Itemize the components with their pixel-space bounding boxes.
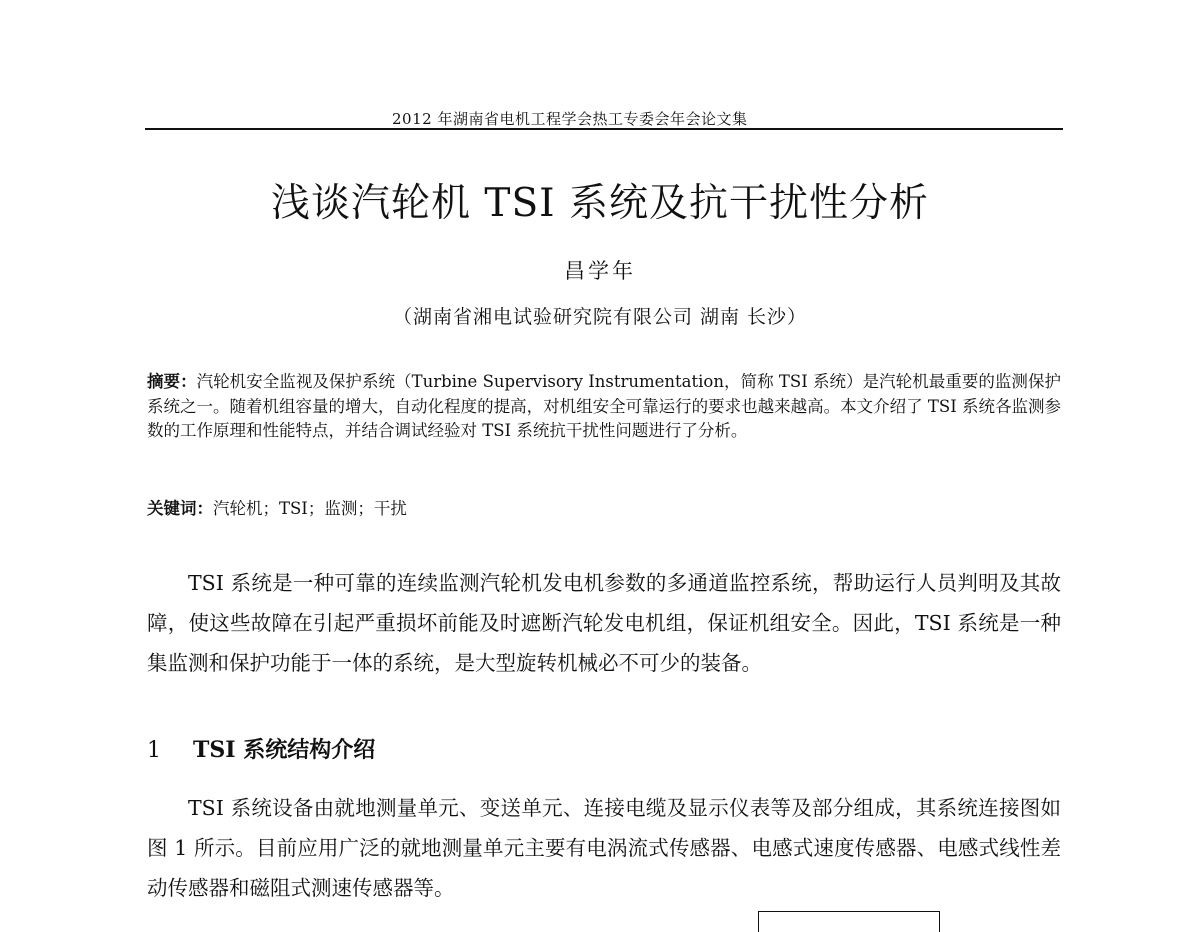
keywords-text: 汽轮机；TSI；监测；干扰 <box>213 499 407 518</box>
section-paragraph: TSI 系统设备由就地测量单元、变送单元、连接电缆及显示仪表等及部分组成，其系统连接图如图 1 所示。目前应用广泛的就地测量单元主要有电涡流式传感器、电感式速度传感器、电感式线性差动传感器和磁阻式测速传感器等。 <box>147 796 1061 900</box>
author-affiliation: （湖南省湘电试验研究院有限公司 湖南 长沙） <box>392 306 808 328</box>
abstract <box>147 370 1061 444</box>
keywords <box>147 497 1061 521</box>
abstract-text: 汽轮机安全监视及保护系统（Turbine Supervisory Instrumentation，简称 TSI 系统）是汽轮机最重要的监测保护系统之一。随着机组容量的增大，自动化程度的提高，对机组安全可靠运行的要求也越来越高。本文介绍了 TSI 系统各监测参数的工作原理和性能特点，并结合调试经验对 TSI 系统抗干扰性问题进行了分析。 <box>147 372 1062 440</box>
keywords-label: 关键词： <box>147 499 213 518</box>
running-header: 2012 年湖南省电机工程学会热工专委会年会论文集 <box>392 110 748 128</box>
paper-title: 浅谈汽轮机 TSI 系统及抗干扰性分析 <box>271 181 929 226</box>
section-title: TSI 系统结构介绍 <box>193 737 376 763</box>
author-name: 昌学年 <box>564 259 636 283</box>
abstract-label: 摘要： <box>147 372 197 391</box>
intro-paragraph: TSI 系统是一种可靠的连续监测汽轮机发电机参数的多通道监控系统，帮助运行人员判明及其故障，使这些故障在引起严重损坏前能及时遮断汽轮发电机组，保证机组安全。因此，TSI 系统是一种集监测和保护功能于一体的系统，是大型旋转机械必不可少的装备。 <box>147 571 1061 675</box>
header-rule <box>145 128 1063 130</box>
section-number: 1 <box>147 738 161 763</box>
section-heading <box>147 733 375 764</box>
